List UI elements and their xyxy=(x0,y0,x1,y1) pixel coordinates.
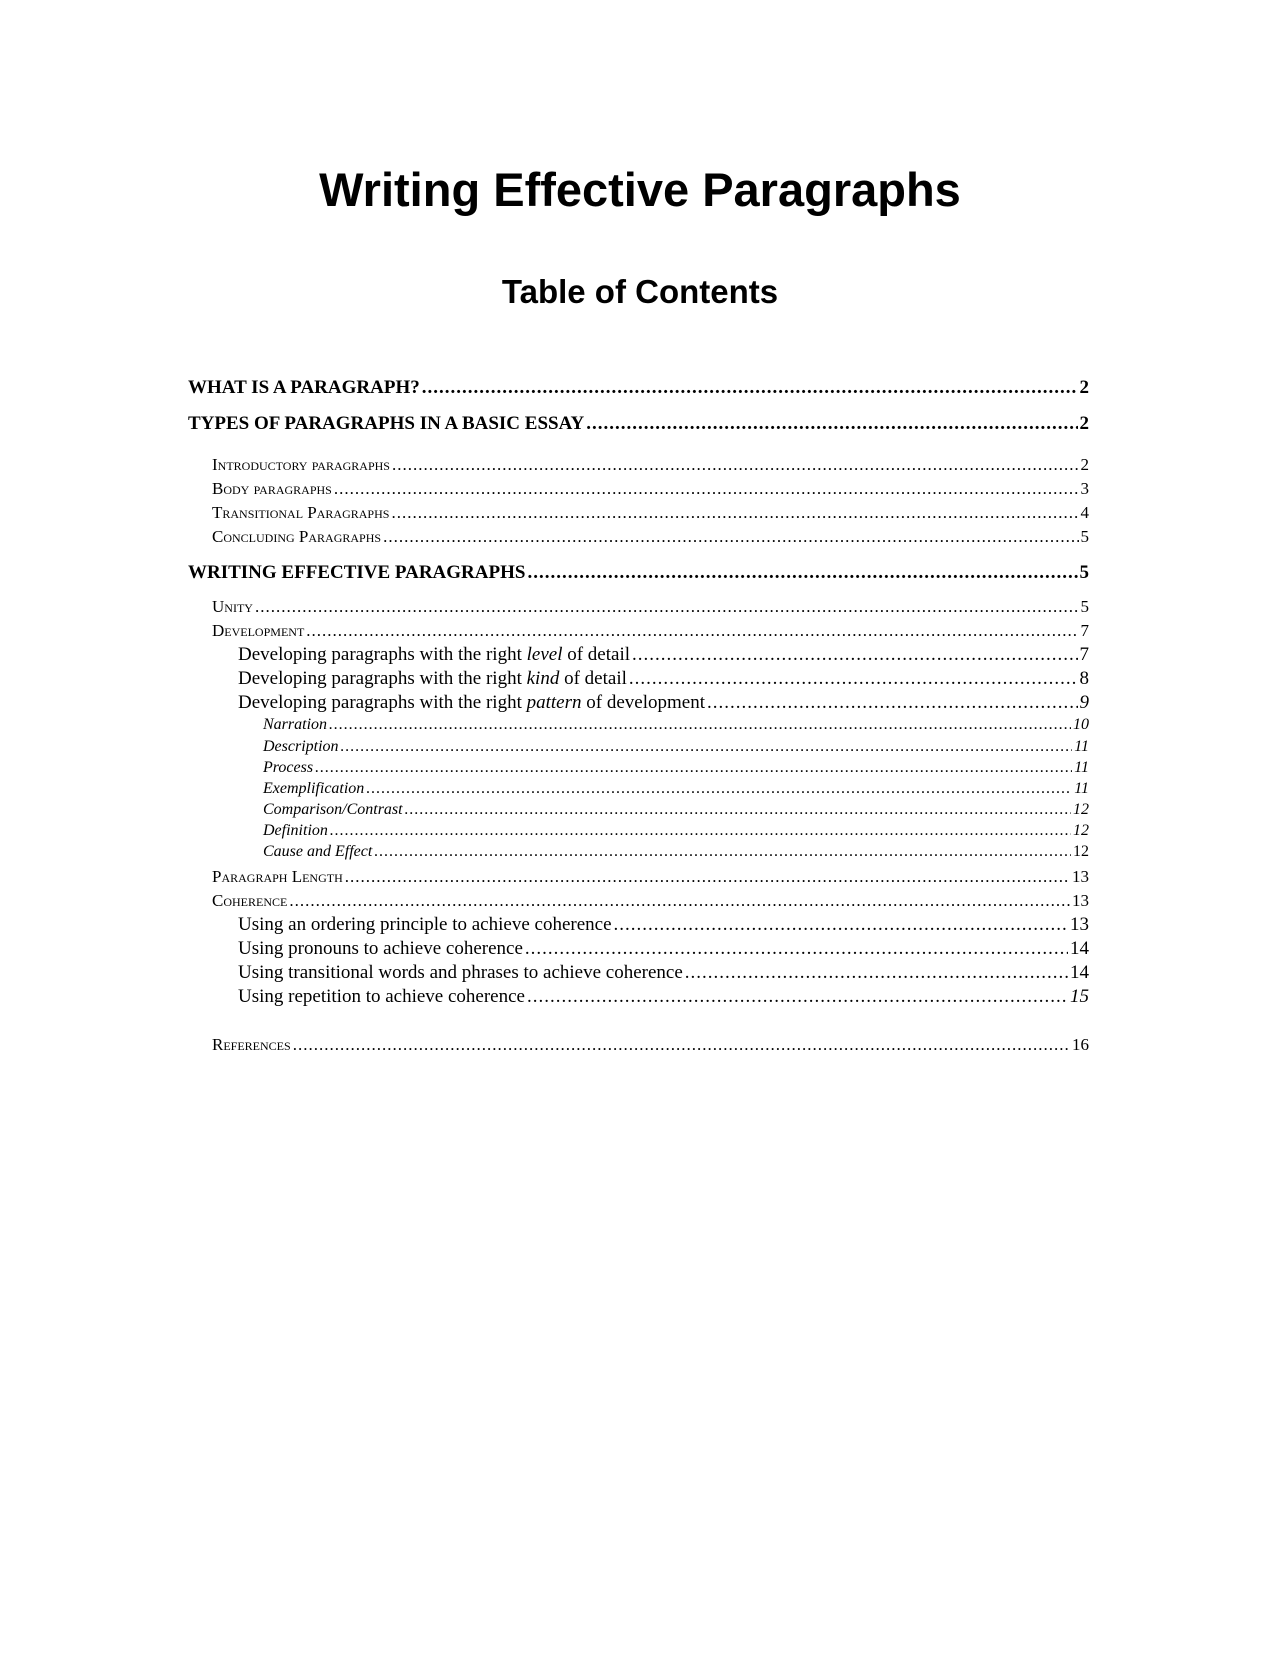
dot-leader xyxy=(629,669,1078,688)
dot-leader xyxy=(614,915,1068,934)
toc-entry-label: Using transitional words and phrases to achieve coherence xyxy=(238,962,683,983)
dot-leader xyxy=(632,645,1077,664)
toc-entry-label: Description xyxy=(263,738,339,755)
toc-entry-label: TYPES OF PARAGRAPHS IN A BASIC ESSAY xyxy=(188,413,585,434)
dot-leader xyxy=(707,693,1078,712)
toc-entry-page: 5 xyxy=(1079,562,1089,583)
toc-entry-page: 11 xyxy=(1074,780,1089,797)
toc-entry-label: References xyxy=(212,1035,291,1054)
dot-leader xyxy=(586,414,1077,433)
toc-entry-label: Narration xyxy=(263,716,328,733)
toc-entry-label: Introductory paragraphs xyxy=(212,455,390,474)
toc-entry-page: 2 xyxy=(1079,413,1089,434)
toc-entry-page: 2 xyxy=(1080,455,1089,474)
toc-entry-page: 14 xyxy=(1070,962,1089,983)
dot-leader xyxy=(293,1036,1070,1053)
dot-leader xyxy=(329,717,1071,733)
dot-leader xyxy=(392,456,1079,473)
toc-entry-label: Developing paragraphs with the right kind of detail xyxy=(238,668,627,689)
toc-entry-paragraph-length[interactable] xyxy=(212,868,1089,885)
toc-entry-label: Using repetition to achieve coherence xyxy=(238,986,525,1007)
toc-entry-page: 10 xyxy=(1073,716,1089,733)
toc-entry-coherence-repetition[interactable] xyxy=(238,987,1089,1006)
toc-entry-what-is-a-paragraph[interactable] xyxy=(188,378,1089,397)
toc-entry-body-paragraphs[interactable] xyxy=(212,480,1089,497)
toc-entry-definition[interactable] xyxy=(263,823,1089,839)
toc-entry-dev-level-of-detail[interactable] xyxy=(238,645,1089,664)
dot-leader xyxy=(685,963,1068,982)
toc-entry-label: Unity xyxy=(212,597,253,616)
toc-entry-description[interactable] xyxy=(263,739,1089,755)
toc-entry-page: 14 xyxy=(1070,938,1089,959)
dot-leader xyxy=(525,939,1068,958)
toc-entry-label: Process xyxy=(263,759,314,776)
toc-entry-page: 4 xyxy=(1080,503,1089,522)
toc-entry-page: 12 xyxy=(1073,822,1089,839)
dot-leader xyxy=(391,504,1078,521)
toc-entry-transitional-paragraphs[interactable] xyxy=(212,504,1089,521)
toc-entry-exemplification[interactable] xyxy=(263,781,1089,797)
toc-entry-page: 11 xyxy=(1074,738,1089,755)
toc-entry-label: WRITING EFFECTIVE PARAGRAPHS xyxy=(188,562,526,583)
dot-leader xyxy=(315,760,1072,776)
dot-leader xyxy=(366,781,1072,797)
toc-entry-unity[interactable] xyxy=(212,598,1089,615)
toc-entry-dev-kind-of-detail[interactable] xyxy=(238,669,1089,688)
page-title: Writing Effective Paragraphs xyxy=(319,163,961,216)
dot-leader xyxy=(306,622,1078,639)
toc-entry-coherence-pronouns[interactable] xyxy=(238,939,1089,958)
toc-heading: Table of Contents xyxy=(501,273,779,310)
dot-leader xyxy=(289,892,1070,909)
toc-entry-dev-pattern-of-development[interactable] xyxy=(238,693,1089,712)
toc-entry-label: Exemplification xyxy=(263,780,365,797)
toc-entry-page: 5 xyxy=(1080,527,1089,546)
toc-entry-label: Coherence xyxy=(212,891,288,910)
toc-entry-label: Development xyxy=(212,621,305,640)
toc-entry-references[interactable] xyxy=(212,1036,1089,1053)
toc-entry-page: 7 xyxy=(1080,621,1089,640)
toc-entry-page: 12 xyxy=(1073,801,1089,818)
dot-leader xyxy=(345,868,1070,885)
toc-entry-page: 13 xyxy=(1072,891,1089,910)
toc-entry-page: 16 xyxy=(1072,1035,1089,1054)
toc-entry-label: Developing paragraphs with the right pattern of development xyxy=(238,692,705,713)
toc-entry-label: Body paragraphs xyxy=(212,479,332,498)
toc-entry-page: 13 xyxy=(1072,867,1089,886)
toc-entry-page: 5 xyxy=(1080,597,1089,616)
toc-entry-page: 13 xyxy=(1070,914,1089,935)
dot-leader xyxy=(527,563,1077,582)
toc-entry-label: WHAT IS A PARAGRAPH? xyxy=(188,377,420,398)
toc-entry-coherence[interactable] xyxy=(212,892,1089,909)
dot-leader xyxy=(334,480,1079,497)
toc-entry-comparison-contrast[interactable] xyxy=(263,802,1089,818)
toc-entry-label: Transitional Paragraphs xyxy=(212,503,390,522)
toc-entry-introductory-paragraphs[interactable] xyxy=(212,456,1089,473)
dot-leader xyxy=(255,598,1079,615)
toc-entry-narration[interactable] xyxy=(263,717,1089,733)
toc-entry-label: Paragraph Length xyxy=(212,867,343,886)
toc-entry-label: Using pronouns to achieve coherence xyxy=(238,938,523,959)
toc-entry-page: 7 xyxy=(1079,644,1089,665)
dot-leader xyxy=(341,739,1073,755)
toc-entry-page: 3 xyxy=(1080,479,1089,498)
toc-entry-label: Definition xyxy=(263,822,328,839)
toc-entry-coherence-ordering[interactable] xyxy=(238,915,1089,934)
toc-entry-label: Concluding Paragraphs xyxy=(212,527,382,546)
toc-entry-page: 2 xyxy=(1079,377,1089,398)
dot-leader xyxy=(374,844,1071,860)
dot-leader xyxy=(422,378,1078,397)
toc-entry-page: 8 xyxy=(1079,668,1089,689)
toc-entry-concluding-paragraphs[interactable] xyxy=(212,528,1089,545)
dot-leader xyxy=(330,823,1071,839)
toc-entry-process[interactable] xyxy=(263,760,1089,776)
dot-leader xyxy=(405,802,1071,818)
dot-leader xyxy=(383,528,1078,545)
toc-entry-label: Developing paragraphs with the right level of detail xyxy=(238,644,631,665)
toc-entry-label: Using an ordering principle to achieve coherence xyxy=(238,914,612,935)
toc-entry-types-of-paragraphs[interactable] xyxy=(188,414,1089,433)
toc-entry-page: 15 xyxy=(1070,986,1089,1007)
toc-entry-cause-and-effect[interactable] xyxy=(263,844,1089,860)
toc-entry-writing-effective-paragraphs[interactable] xyxy=(188,563,1089,582)
toc-entry-label: Cause and Effect xyxy=(263,843,373,860)
toc-entry-page: 11 xyxy=(1074,759,1089,776)
toc-entry-page: 12 xyxy=(1073,843,1089,860)
toc-entry-coherence-transitional[interactable] xyxy=(238,963,1089,982)
dot-leader xyxy=(527,987,1068,1006)
toc-entry-label: Comparison/Contrast xyxy=(263,801,403,818)
toc-entry-development[interactable] xyxy=(212,622,1089,639)
toc-entry-page: 9 xyxy=(1079,692,1089,713)
